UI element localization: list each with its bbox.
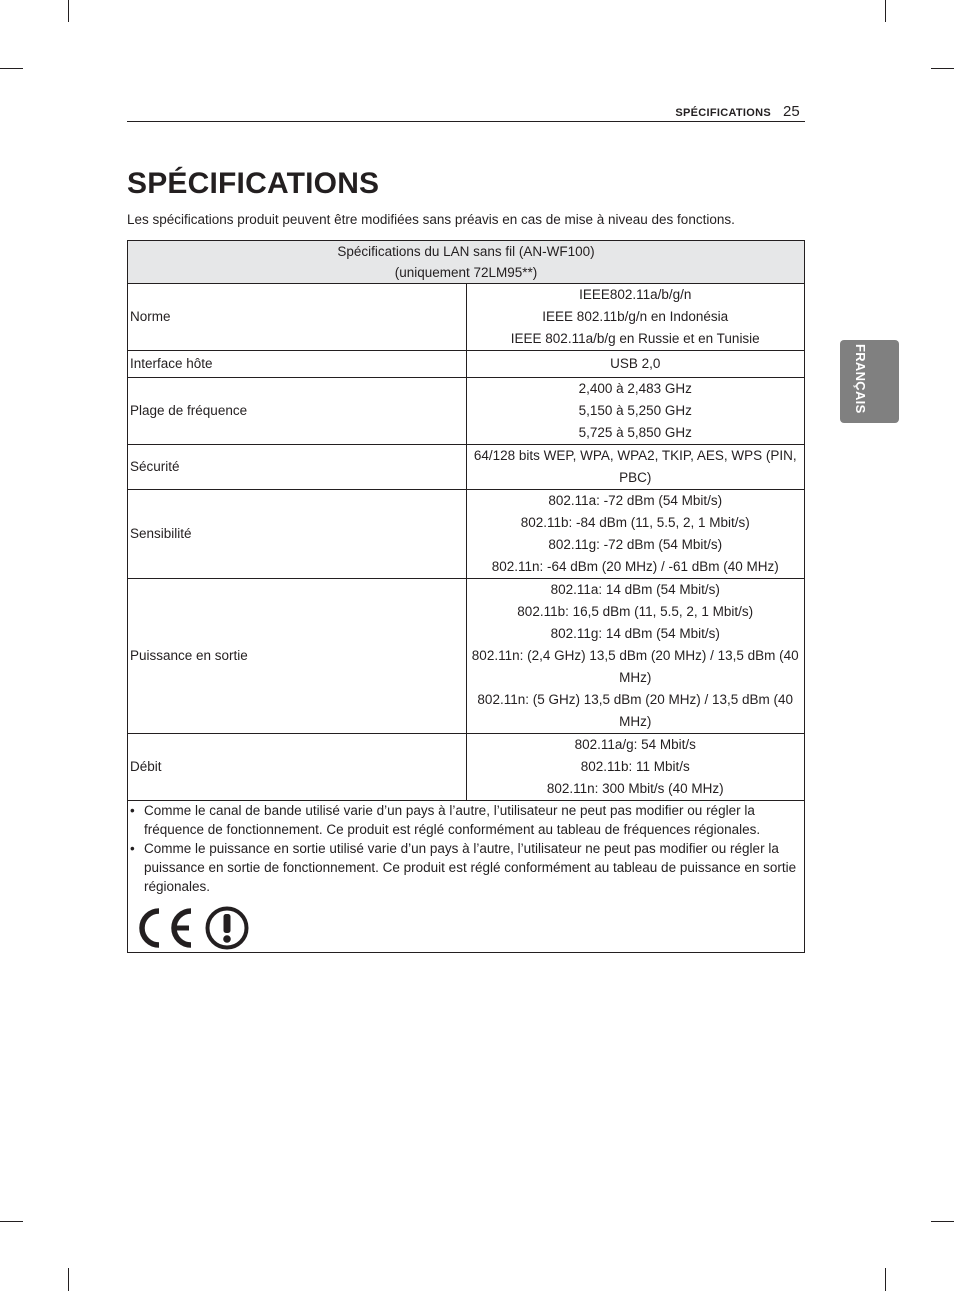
value-line: IEEE 802.11b/g/n en Indonésia [542, 309, 729, 324]
page-number: 25 [783, 103, 800, 120]
language-tab-label: FRANÇAIS [853, 344, 868, 414]
row-value [466, 378, 805, 445]
row-value [466, 445, 805, 490]
value-line: 802.11a/g: 54 Mbit/s [574, 737, 696, 752]
value-line: 2,400 à 2,483 GHz [578, 381, 692, 396]
value-line: USB 2,0 [610, 356, 661, 371]
ce-mark-icon [134, 906, 196, 950]
crop-mark [931, 1221, 954, 1222]
row-label: Interface hôte [128, 351, 467, 378]
row-value [466, 351, 805, 378]
table-row [128, 490, 805, 579]
crop-mark [0, 1221, 23, 1222]
language-tab [840, 340, 899, 423]
table-row [128, 284, 805, 351]
value-line: 802.11b: 16,5 dBm (11, 5.5, 2, 1 Mbit/s) [517, 604, 754, 619]
value-line: IEEE802.11a/b/g/n [579, 287, 692, 302]
crop-mark [0, 68, 23, 69]
table-row [128, 734, 805, 801]
value-line: 802.11a: -72 dBm (54 Mbit/s) [548, 493, 723, 508]
certification-marks [134, 905, 800, 951]
value-line: 802.11n: (5 GHz) 13,5 dBm (20 MHz) / 13,5 dBm (40 MHz) [477, 692, 794, 729]
row-label: Sensibilité [128, 490, 467, 579]
value-line: 802.11b: 11 Mbit/s [580, 759, 690, 774]
bullet: • [130, 841, 135, 856]
value-line: 64/128 bits WEP, WPA, WPA2, TKIP, AES, WPS (PIN, PBC) [473, 448, 797, 485]
notes-cell [128, 801, 805, 953]
note-text: Comme le canal de bande utilisé varie d’un pays à l’autre, l’utilisateur ne peut pas modifier ou régler la fréquence de fonctionnement. Ce produit est réglé conformément au tableau de fréquences régionales. [144, 803, 761, 837]
row-label: Puissance en sortie [128, 579, 467, 734]
bullet: • [130, 803, 135, 818]
note-item [130, 839, 800, 896]
spec-table [127, 240, 805, 953]
row-value [466, 734, 805, 801]
row-label: Norme [128, 284, 467, 351]
row-label: Plage de fréquence [128, 378, 467, 445]
notes-row [128, 801, 805, 953]
table-heading [128, 241, 805, 284]
table-heading-row [128, 241, 805, 284]
table-row [128, 579, 805, 734]
table-heading-line: (uniquement 72LM95**) [394, 265, 538, 280]
note-item [130, 801, 800, 839]
value-line: IEEE 802.11a/b/g en Russie et en Tunisie [510, 331, 760, 346]
crop-mark [68, 0, 69, 22]
table-heading-line: Spécifications du LAN sans fil (AN-WF100) [337, 244, 595, 259]
value-line: 802.11g: 14 dBm (54 Mbit/s) [550, 626, 720, 641]
alert-mark-icon [204, 905, 250, 951]
note-text: Comme le puissance en sortie utilisé varie d’un pays à l’autre, l’utilisateur ne peut pas modifier ou régler la puissance en sortie de fonctionnement. Ce produit est réglé conformément au tableau de puissance en sortie régionales. [144, 841, 797, 894]
row-label: Débit [128, 734, 467, 801]
value-line: 802.11n: -64 dBm (20 MHz) / -61 dBm (40 MHz) [491, 559, 779, 574]
table-row [128, 445, 805, 490]
crop-mark [885, 0, 886, 22]
crop-mark [885, 1268, 886, 1291]
running-header: SPÉCIFICATIONS [675, 107, 771, 119]
value-line: 5,725 à 5,850 GHz [578, 425, 692, 440]
table-row [128, 351, 805, 378]
value-line: 802.11b: -84 dBm (11, 5.5, 2, 1 Mbit/s) [520, 515, 750, 530]
page-title: SPÉCIFICATIONS [127, 167, 380, 200]
row-value [466, 490, 805, 579]
row-value [466, 284, 805, 351]
header-rule [127, 121, 805, 122]
value-line: 5,150 à 5,250 GHz [578, 403, 692, 418]
row-label: Sécurité [128, 445, 467, 490]
crop-mark [931, 68, 954, 69]
value-line: 802.11a: 14 dBm (54 Mbit/s) [550, 582, 720, 597]
crop-mark [68, 1268, 69, 1291]
row-value [466, 579, 805, 734]
intro-text: Les spécifications produit peuvent être modifiées sans préavis en cas de mise à niveau des fonctions. [127, 212, 735, 227]
table-row [128, 378, 805, 445]
value-line: 802.11n: 300 Mbit/s (40 MHz) [546, 781, 724, 796]
value-line: 802.11n: (2,4 GHz) 13,5 dBm (20 MHz) / 13,5 dBm (40 MHz) [471, 648, 799, 685]
value-line: 802.11g: -72 dBm (54 Mbit/s) [548, 537, 723, 552]
